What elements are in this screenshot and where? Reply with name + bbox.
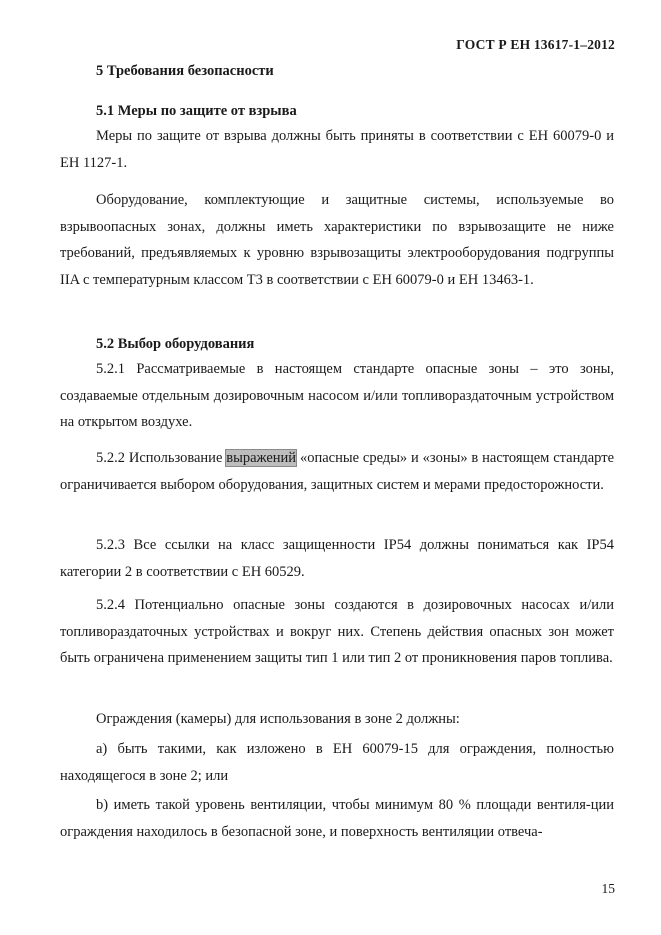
paragraph-5-2-2-end: «опасные среды» и «зоны» в настоящем стандарте ограничивается выбором оборудования, защитных систем и мерами предосторожности. bbox=[60, 450, 614, 493]
paragraph-5-2-3: 5.2.3 Все ссылки на класс защищенности IP54 должны пониматься как IP54 категории 2 в соответствии с ЕН 60529. bbox=[60, 537, 614, 580]
paragraph-5-2-4: 5.2.4 Потенциально опасные зоны создаются в дозировочных насосах и/или топливораздаточных устройствах и вокруг них. Степень действия опасных зон может быть ограничена применением защиты тип 1 или тип 2 от проникновения паров топлива. bbox=[60, 597, 614, 666]
highlighted-word: выражений bbox=[226, 450, 297, 466]
list-item-a: а) быть такими, как изложено в ЕН 60079-15 для ограждения, полностью находящегося в зоне 2; или bbox=[60, 741, 614, 784]
paragraph-5-2-1: 5.2.1 Рассматриваемые в настоящем стандарте опасные зоны – это зоны, создаваемые отдельным дозировочным насосом и/или топливораздаточным устройством на открытом воздухе. bbox=[60, 361, 614, 430]
paragraph-5-2-2 bbox=[60, 445, 614, 498]
section-5-title: 5 Требования безопасности bbox=[96, 63, 274, 79]
paragraph-5-1-measures: Меры по защите от взрыва должны быть приняты в соответствии с ЕН 60079-0 и ЕН 1127-1. bbox=[60, 128, 614, 171]
paragraph-5-1-equipment: Оборудование, комплектующие и защитные системы, используемые во взрывоопасных зонах, должны иметь характеристики по взрывозащите не ниже требований, предъявляемых к уровню взрывозащиты электрооборудования подгруппы IIA с температурным классом Т3 в соответствии с ЕН 60079-0 и ЕН 13463-1. bbox=[60, 192, 614, 288]
section-5-2-title: 5.2 Выбор оборудования bbox=[96, 336, 255, 352]
paragraph-enclosures: Ограждения (камеры) для использования в зоне 2 должны: bbox=[96, 711, 460, 727]
paragraph-5-2-2-start: 5.2.2 Использование bbox=[96, 450, 227, 466]
standard-code-header: ГОСТ Р ЕН 13617-1–2012 bbox=[456, 37, 615, 52]
list-item-b: b) иметь такой уровень вентиляции, чтобы минимум 80 % площади вентиля-ции ограждения находилось в безопасной зоне, и поверхность вентиляции отвеча- bbox=[60, 797, 614, 840]
page-number: 15 bbox=[601, 881, 615, 896]
section-5-1-title: 5.1 Меры по защите от взрыва bbox=[96, 103, 297, 119]
